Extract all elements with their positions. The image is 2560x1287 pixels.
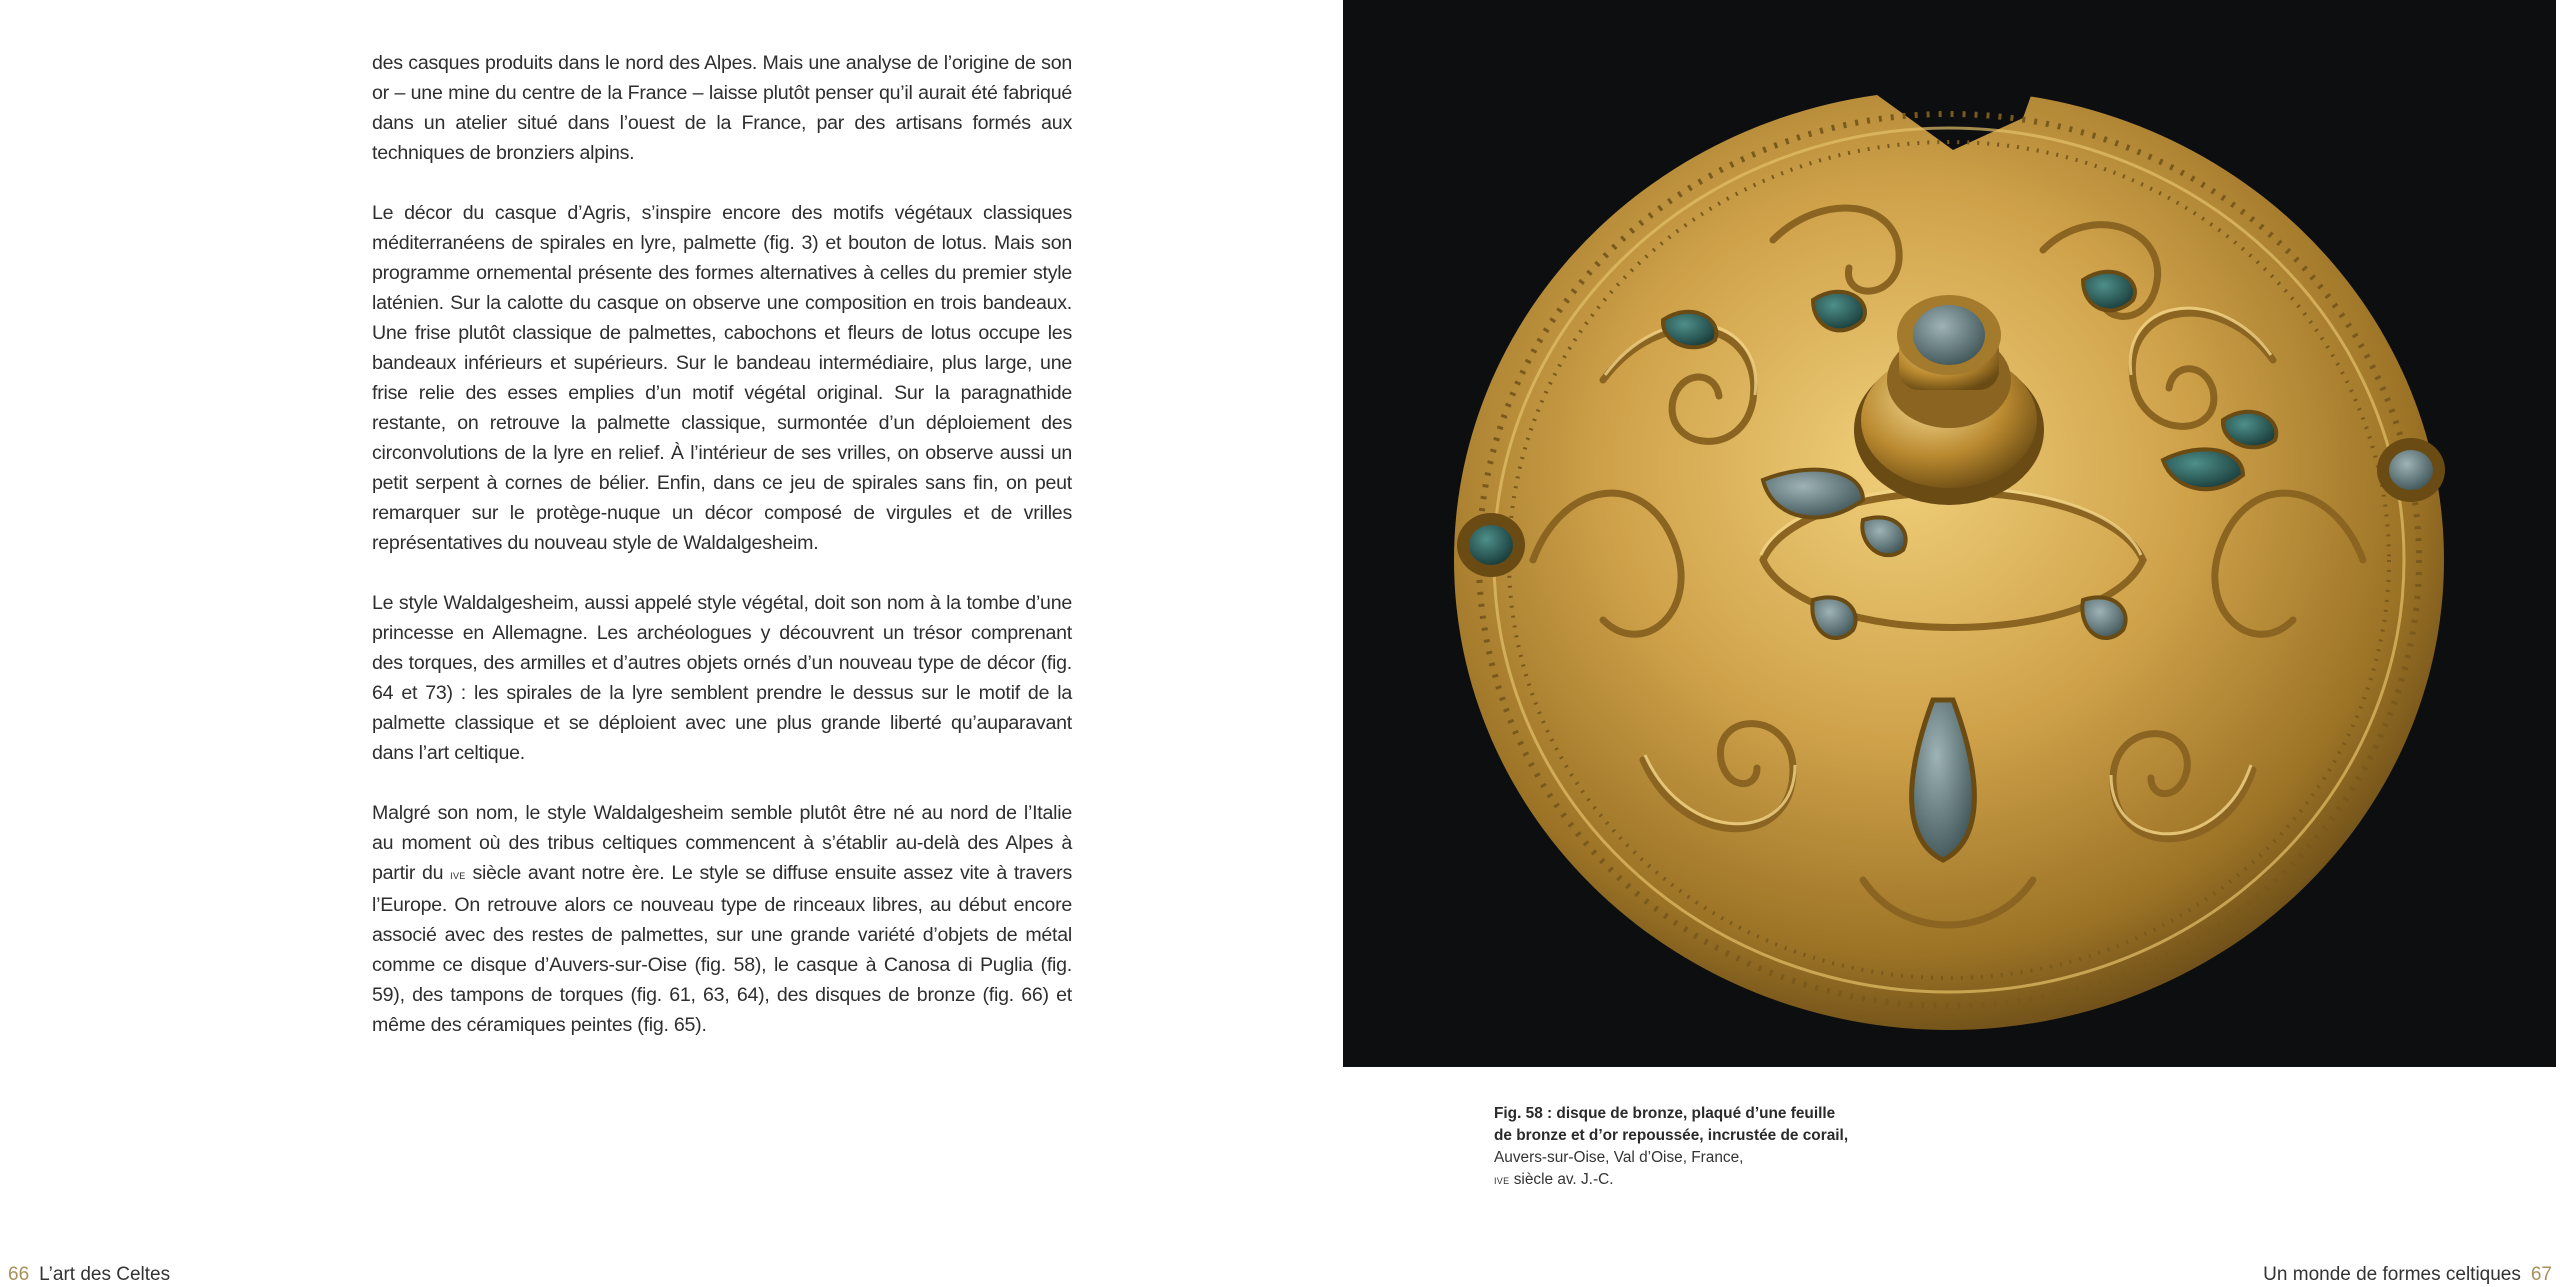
caption-date: siècle av. J.-C. bbox=[1509, 1171, 1614, 1188]
caption-line-3: Auvers-sur-Oise, Val d’Oise, France, bbox=[1494, 1149, 1744, 1166]
gold-disc-illustration bbox=[1343, 0, 2556, 1067]
right-running-title: Un monde de formes celtiques bbox=[2263, 1264, 2521, 1285]
paragraph-1: des casques produits dans le nord des Alpes. Mais une analyse de l’origine de son or – une mine du centre de la France – laisse plutôt penser qu’il aurait été fabriqué dans un atelier situé dans l’ouest de la France, par des artisans formés aux techniques de bronziers alpins. bbox=[372, 52, 1072, 164]
paragraph-4 bbox=[372, 798, 1072, 1040]
caption-line-1: Fig. 58 : disque de bronze, plaqué d’une feuille bbox=[1494, 1105, 1836, 1122]
left-running-title: L’art des Celtes bbox=[39, 1264, 171, 1285]
caption-line-2: de bronze et d’or repoussée, incrustée de corail, bbox=[1494, 1127, 1849, 1144]
caption-line-4 bbox=[1494, 1169, 1914, 1191]
century-numeral: ive bbox=[450, 867, 466, 882]
right-folio bbox=[2263, 1264, 2552, 1286]
left-folio bbox=[8, 1264, 170, 1286]
caption-century: ive bbox=[1494, 1172, 1510, 1187]
figure-caption bbox=[1494, 1103, 1914, 1191]
paragraph-4-end: siècle avant notre ère. Le style se diffuse ensuite assez vite à travers l’Europe. On retrouve alors ce nouveau type de rinceaux libres, au début encore associé avec des restes de palmettes, sur une grande variété d’objets de métal comme ce disque d’Auvers-sur-Oise (fig. 58), le casque à Canosa di Puglia (fig. 59), des tampons de torques (fig. 61, 63, 64), des disques de bronze (fig. 66) et même des céramiques peintes (fig. 65). bbox=[372, 862, 1072, 1036]
right-page-number: 67 bbox=[2530, 1264, 2552, 1285]
left-page-number: 66 bbox=[8, 1264, 30, 1285]
left-page-body-text bbox=[372, 48, 1072, 1070]
paragraph-2: Le décor du casque d’Agris, s’inspire encore des motifs végétaux classiques méditerranéens de spirales en lyre, palmette (fig. 3) et bouton de lotus. Mais son programme ornemental présente des formes alternatives à celles du premier style laténien. Sur la calotte du casque on observe une composition en trois bandeaux. Une frise plutôt classique de palmettes, cabochons et fleurs de lotus occupe les bandeaux inférieurs et supérieurs. Sur le bandeau intermédiaire, plus large, une frise relie des esses emplies d’un motif végétal original. Sur la paragnathide restante, on retrouve la palmette classique, surmontée d’un déploiement des circonvolutions de la lyre en relief. À l’intérieur de ses vrilles, on observe aussi un petit serpent à cornes de bélier. Enfin, dans ce jeu de spirales sans fin, on peut remarquer sur le protège-nuque un décor composé de virgules et de vrilles représentatives du nouveau style de Waldalgesheim. bbox=[372, 202, 1072, 554]
paragraph-4-start: Malgré son nom, le style Waldalgesheim semble plutôt être né au nord de l’Italie au moment où des tribus celtiques commencent à s’établir au-delà des Alpes à partir du bbox=[372, 802, 1072, 884]
paragraph-3: Le style Waldalgesheim, aussi appelé style végétal, doit son nom à la tombe d’une princesse en Allemagne. Les archéologues y découvrent un trésor comprenant des torques, des armilles et d’autres objets ornés d’un nouveau type de décor (fig. 64 et 73) : les spirales de la lyre semblent prendre le dessus sur le motif de la palmette classique et se déploient avec une plus grande liberté qu’auparavant dans l’art celtique. bbox=[372, 592, 1072, 764]
bronze-disc-photo bbox=[1343, 0, 2556, 1067]
